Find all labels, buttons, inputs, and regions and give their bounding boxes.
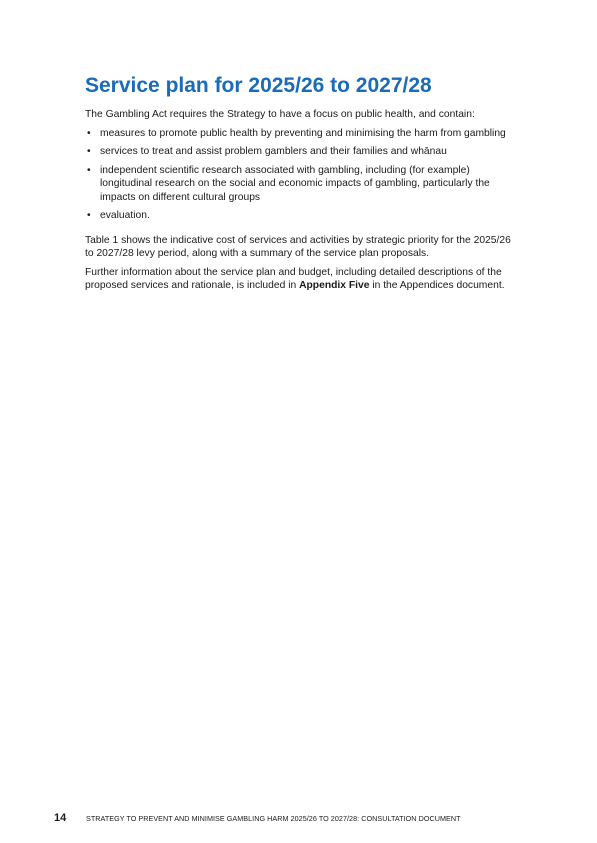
further-info-text-end: in the Appendices document. xyxy=(369,280,505,291)
list-item-text: independent scientific research associated with gambling, including (for example) longitudinal research on the social and economic impacts of gambling, particularly the impacts on different cultural groups xyxy=(100,164,490,203)
bullet-icon: • xyxy=(87,210,91,221)
page-heading: Service plan for 2025/26 to 2027/28 xyxy=(85,74,432,97)
list-item-text: evaluation. xyxy=(100,210,150,221)
intro-paragraph: The Gambling Act requires the Strategy to have a focus on public health, and contain: xyxy=(85,109,475,120)
list-item-text: measures to promote public health by preventing and minimising the harm from gambling xyxy=(100,127,506,139)
list-item xyxy=(85,127,515,141)
further-info-paragraph xyxy=(85,266,515,293)
requirements-list xyxy=(85,127,515,223)
bullet-icon: • xyxy=(87,146,91,157)
further-info-text: Further information about the service plan and budget, including detailed descriptions of the proposed services and rationale, is included in xyxy=(85,266,502,291)
list-item-text: services to treat and assist problem gamblers and their families and whānau xyxy=(100,146,447,157)
table-summary-paragraph: Table 1 shows the indicative cost of services and activities by strategic priority for the 2025/26 to 2027/28 levy period, along with a summary of the service plan proposals. xyxy=(85,234,511,259)
list-item xyxy=(85,209,515,223)
body-content xyxy=(85,108,515,293)
page-footer xyxy=(54,808,554,826)
page-number: 14 xyxy=(54,812,67,824)
appendix-reference: Appendix Five xyxy=(299,280,370,291)
list-item xyxy=(85,164,515,205)
list-item xyxy=(85,145,515,159)
document-title: STRATEGY TO PREVENT AND MINIMISE GAMBLING HARM 2025/26 TO 2027/28: CONSULTATION DOCUMENT xyxy=(86,814,461,823)
bullet-icon: • xyxy=(87,127,91,139)
bullet-icon: • xyxy=(87,164,91,176)
